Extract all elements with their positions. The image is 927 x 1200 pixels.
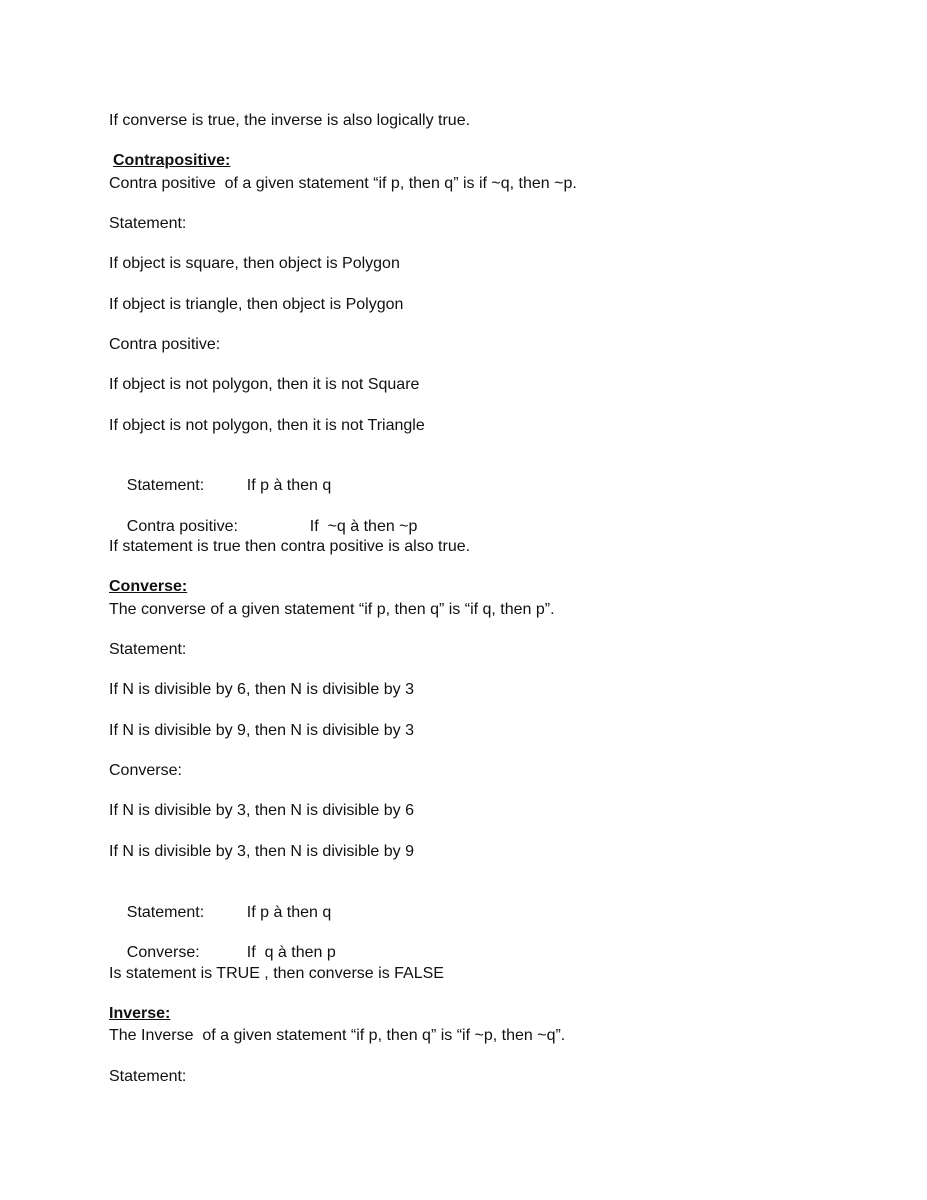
formula-label: Statement: [126, 904, 205, 921]
converse-statement-2: If N is divisible by 9, then N is divisible by 3 [109, 722, 415, 739]
formula-value: If p à then q [246, 477, 332, 494]
converse-label: Converse: [109, 762, 182, 779]
inverse-heading: Inverse: [109, 1005, 171, 1022]
converse-statement-label: Statement: [109, 641, 187, 658]
converse-2: If N is divisible by 3, then N is divisible by 9 [109, 843, 415, 860]
contrapositive-heading: Contrapositive: [113, 152, 231, 169]
contra-conclusion: If statement is true then contra positive is also true. [109, 538, 471, 555]
intro-text: If converse is true, the inverse is also logically true. [109, 112, 471, 129]
contrapositive-definition: Contra positive of a given statement “if p, then q” is if ~q, then ~p. [109, 175, 577, 192]
converse-definition: The converse of a given statement “if p, then q” is “if q, then p”. [109, 601, 555, 618]
inverse-definition: The Inverse of a given statement “if p, then q” is “if ~p, then ~q”. [109, 1027, 566, 1044]
contra-statement-2: If object is triangle, then object is Polygon [109, 296, 404, 313]
converse-statement-1: If N is divisible by 6, then N is divisible by 3 [109, 681, 415, 698]
contra-statement-label: Statement: [109, 215, 187, 232]
converse-conclusion: Is statement is TRUE , then converse is FALSE [109, 965, 444, 982]
formula-label: Statement: [126, 477, 205, 494]
contra-positive-2: If object is not polygon, then it is not Triangle [109, 417, 425, 434]
inverse-statement-label: Statement: [109, 1068, 187, 1085]
formula-value: If ~q à then ~p [309, 518, 418, 535]
converse-heading: Converse: [109, 578, 188, 595]
formula-value: If p à then q [246, 904, 332, 921]
contra-statement-1: If object is square, then object is Polygon [109, 255, 400, 272]
converse-1: If N is divisible by 3, then N is divisible by 6 [109, 802, 415, 819]
contra-positive-1: If object is not polygon, then it is not Square [109, 376, 420, 393]
formula-value: If q à then p [246, 944, 336, 961]
formula-label: Converse: [126, 944, 200, 961]
contra-positive-label: Contra positive: [109, 336, 221, 353]
formula-label: Contra positive: [126, 518, 238, 535]
